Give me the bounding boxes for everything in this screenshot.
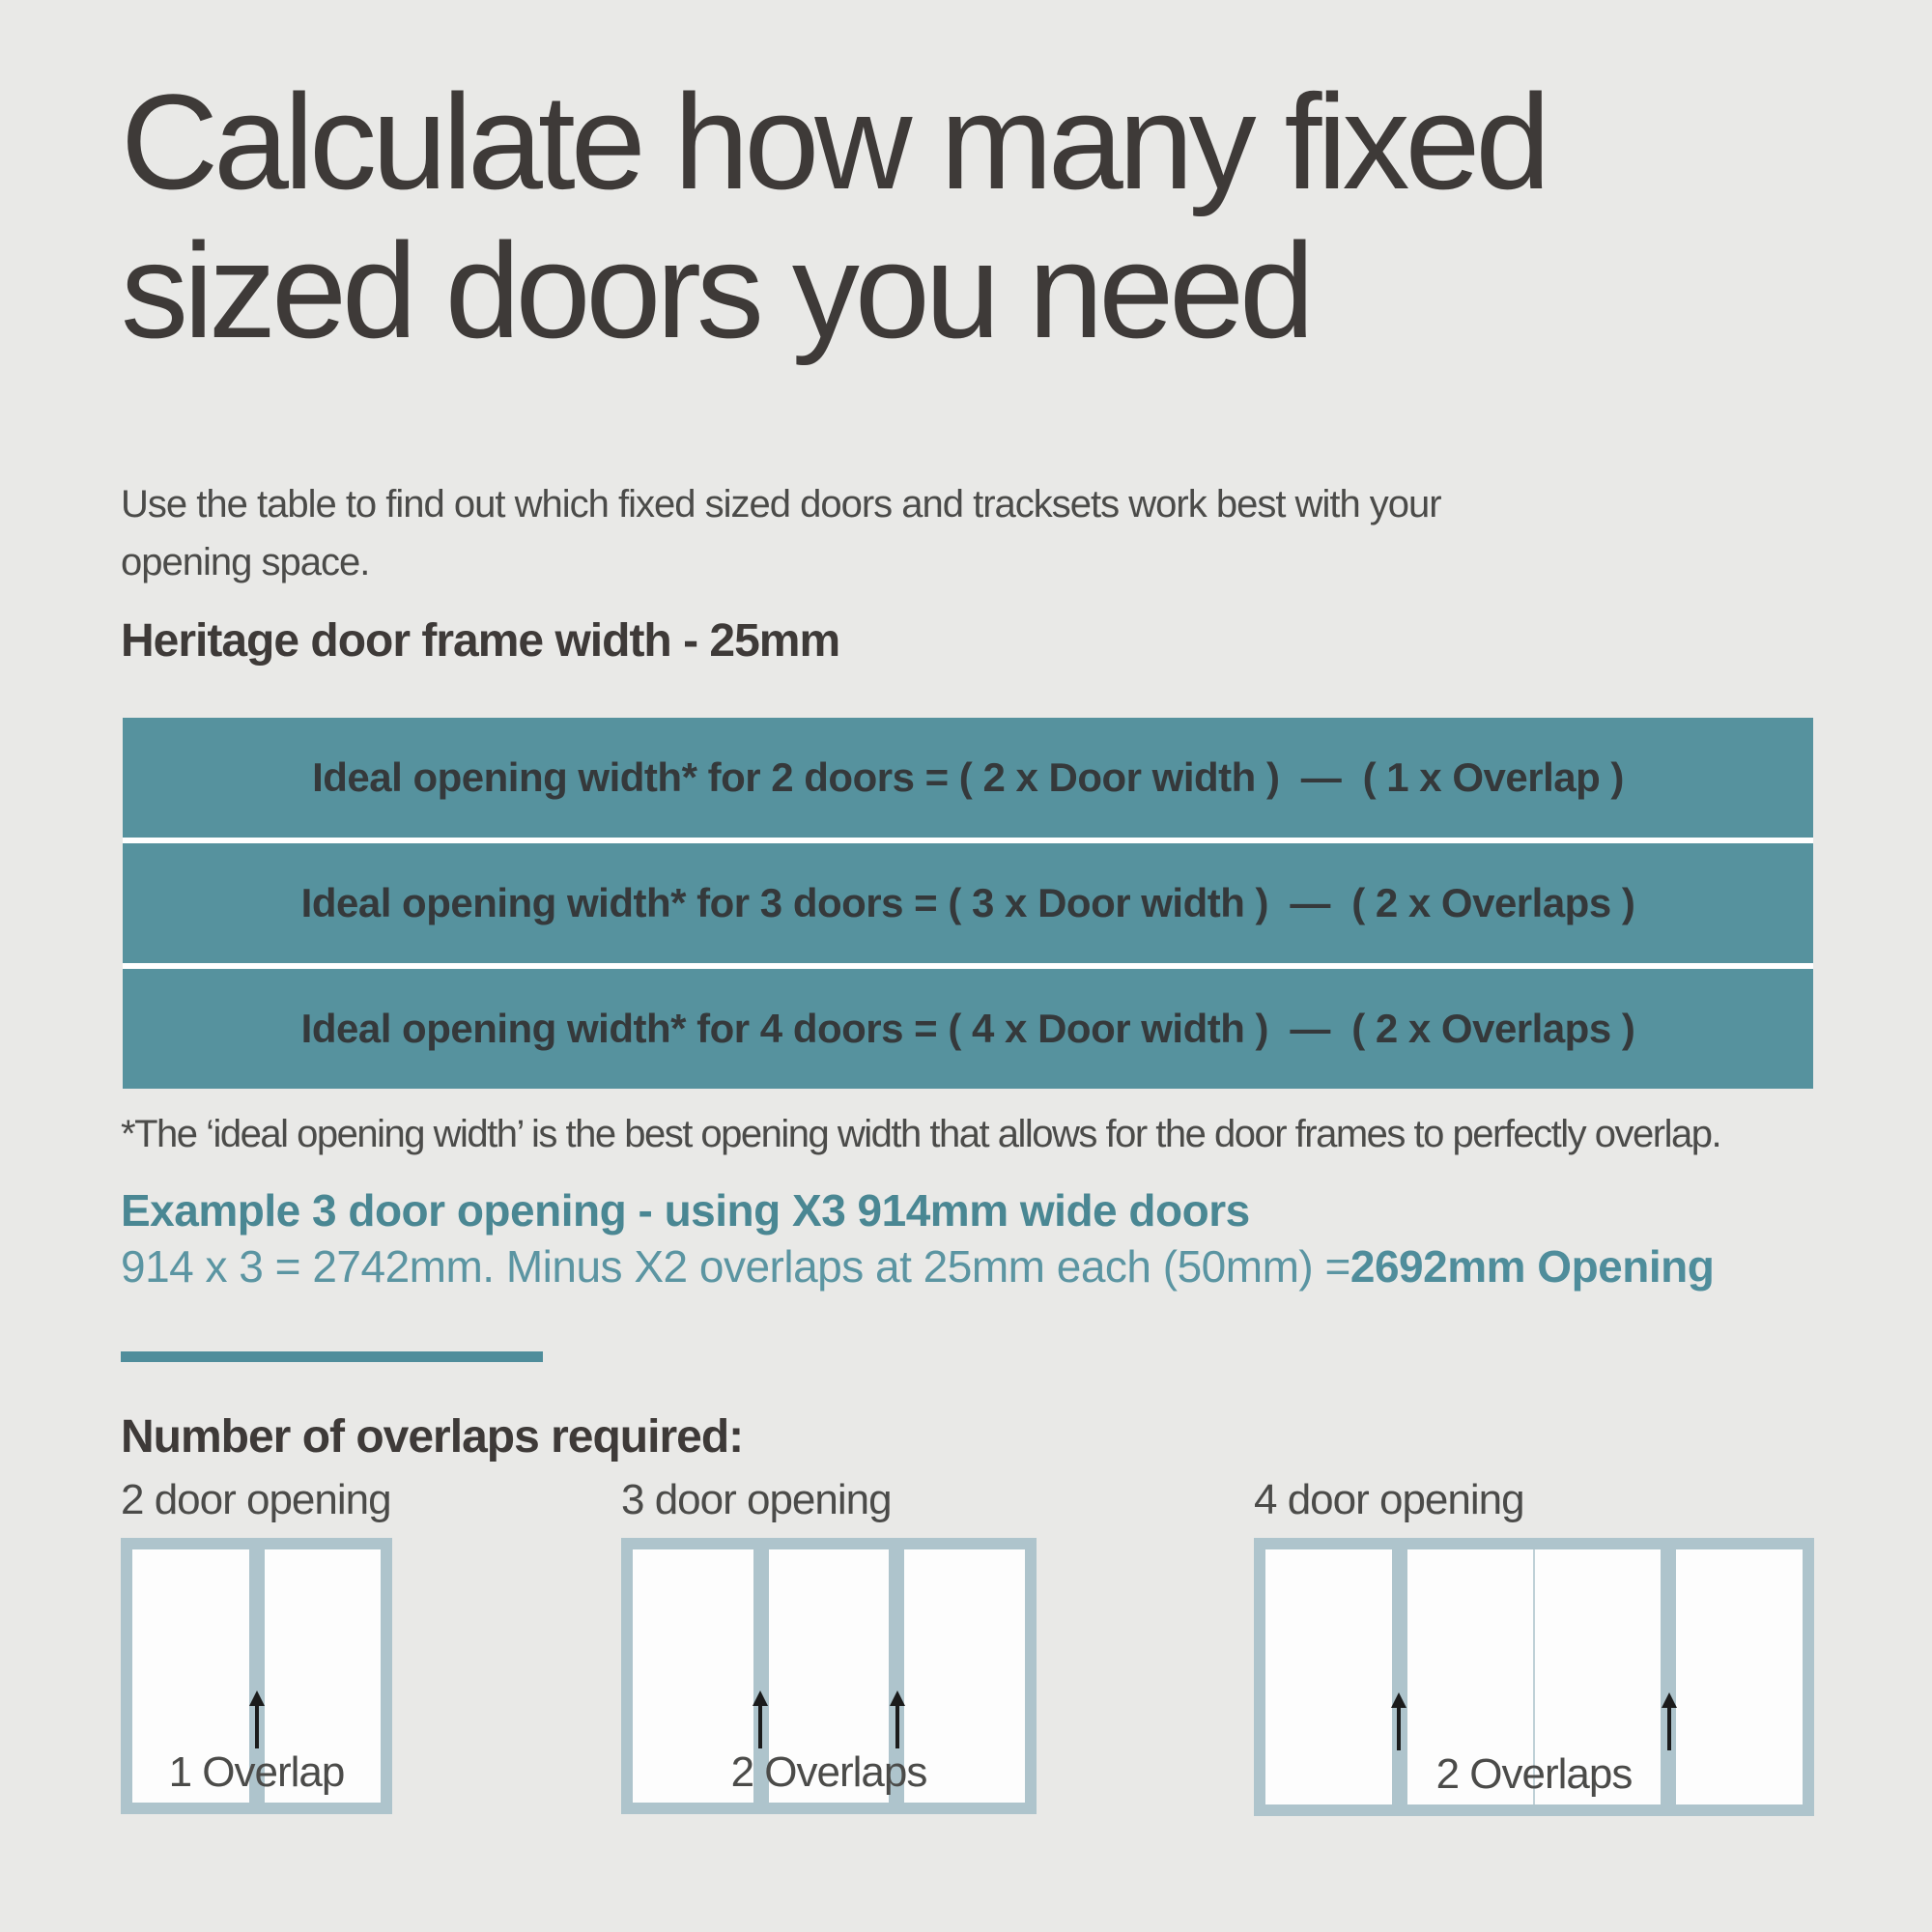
frame-width-heading: Heritage door frame width - 25mm xyxy=(121,615,840,667)
page-title xyxy=(121,68,1546,365)
intro-line2: opening space. xyxy=(121,541,370,583)
diagram-3-door xyxy=(621,1538,1037,1814)
formula-row-4-doors: Ideal opening width* for 4 doors = ( 4 x Door width ) — ( 2 x Overlaps ) xyxy=(123,963,1813,1089)
overlap-count-label: 2 Overlaps xyxy=(1435,1750,1633,1798)
diagram-label-2-door: 2 door opening xyxy=(121,1476,391,1523)
diagram-label-3-door: 3 door opening xyxy=(621,1476,892,1523)
intro-line1: Use the table to find out which fixed sized doors and tracksets work best with your xyxy=(121,483,1441,526)
page-title-line1: Calculate how many fixed xyxy=(121,66,1547,217)
example-body-result: 2692mm Opening xyxy=(1350,1241,1715,1292)
diagram-4-door xyxy=(1254,1538,1814,1816)
overlaps-heading: Number of overlaps required: xyxy=(121,1411,744,1463)
diagram-2-door xyxy=(121,1538,392,1814)
formula-row-2-doors: Ideal opening width* for 2 doors = ( 2 x Door width ) — ( 1 x Overlap ) xyxy=(312,754,1624,800)
example-body-regular: 914 x 3 = 2742mm. Minus X2 overlaps at 25mm each (50mm) = xyxy=(121,1241,1350,1292)
overlap-arrow-icon xyxy=(895,1706,899,1748)
example-heading: Example 3 door opening - using X3 914mm wide doors xyxy=(121,1185,1250,1236)
overlap-arrow-icon xyxy=(255,1706,259,1748)
diagram-label-4-door: 4 door opening xyxy=(1254,1476,1524,1523)
overlap-count-label: 2 Overlaps xyxy=(730,1748,927,1796)
overlap-arrow-icon xyxy=(1397,1708,1401,1750)
ideal-width-footnote: *The ‘ideal opening width’ is the best opening width that allows for the door frames to perfectly overlap. xyxy=(121,1113,1721,1155)
intro-paragraph xyxy=(121,475,1441,591)
formula-table xyxy=(123,718,1813,1089)
overlap-arrow-icon xyxy=(1667,1708,1671,1750)
example-body xyxy=(121,1240,1714,1293)
formula-row-3-doors: Ideal opening width* for 3 doors = ( 3 x Door width ) — ( 2 x Overlaps ) xyxy=(123,838,1813,963)
overlap-count-label: 1 Overlap xyxy=(168,1748,345,1796)
section-divider xyxy=(121,1351,543,1362)
overlap-arrow-icon xyxy=(758,1706,762,1748)
page-title-line2: sized doors you need xyxy=(121,214,1310,366)
